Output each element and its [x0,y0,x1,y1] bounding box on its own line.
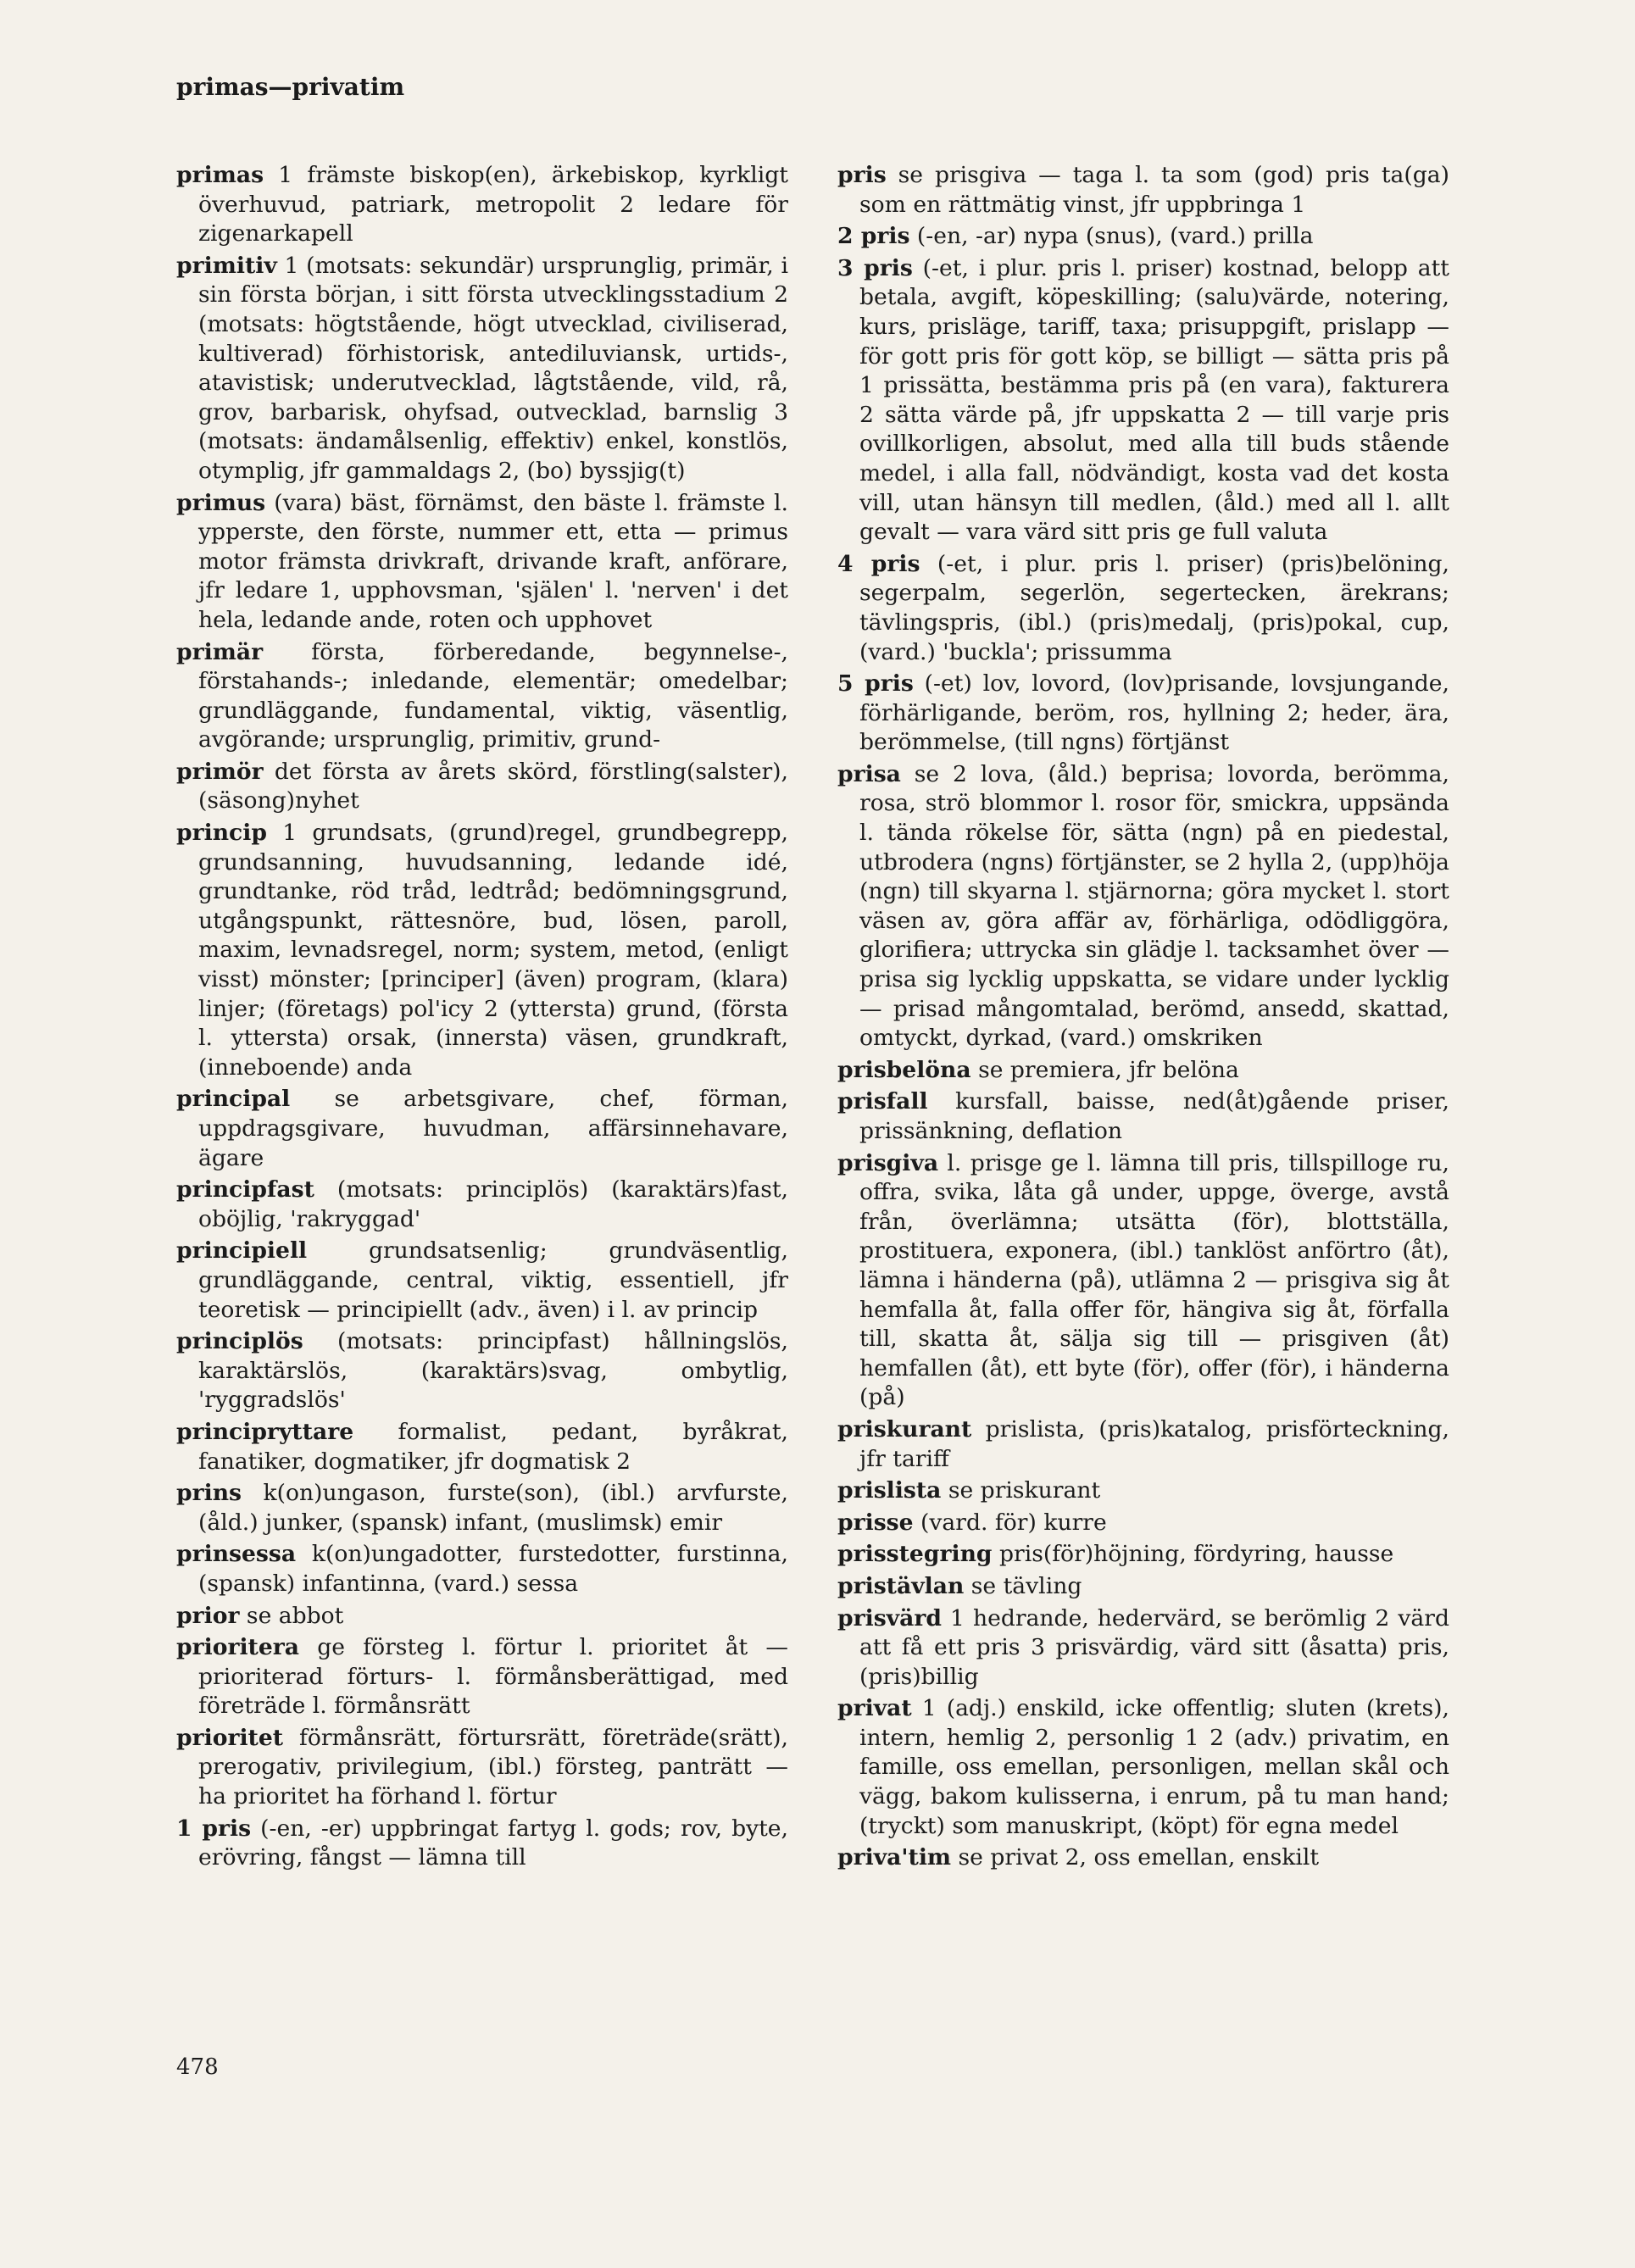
entry-headword: prior [176,1602,240,1629]
entry-definition: se premiera, jfr belöna [970,1056,1239,1083]
dictionary-entry [176,489,788,636]
dictionary-entry [176,1237,788,1325]
entry-definition: k(on)ungason, furste(son), (ibl.) arvfurste, (åld.) junker, (spansk) infant, (muslimsk) emir [198,1480,788,1536]
dictionary-entry [176,161,788,249]
dictionary-entry [837,1604,1449,1693]
entry-definition: ge försteg l. förtur l. prioritet åt — prioriterad förturs- l. förmånsberättigad, med företräde l. förmånsrätt [198,1634,788,1720]
entry-headword: pris [837,162,887,188]
dictionary-entry [176,1633,788,1721]
entry-definition: k(on)ungadotter, furstedotter, furstinna, (spansk) infantinna, (vard.) sessa [198,1541,788,1597]
dictionary-entry [837,760,1449,1053]
entry-headword: principfast [176,1176,314,1203]
entry-headword: prinsessa [176,1541,297,1568]
entry-headword: pristävlan [837,1572,965,1599]
right-column [837,161,1449,1876]
entry-definition: l. prisge ge l. lämna till pris, tillspilloge ru, offra, svika, låta gå under, uppge, överge, avstå från, överlämna; utsätta (för), blottställa, prostituera, exponera, (ibl.) tanklöst anförtro (åt), lämna i händerna (på), utlämna 2 — prisgiva sig åt hemfalla åt, falla offer för, hängiva sig åt, förfalla till, skatta åt, sälja sig till — prisgiven (åt) hemfallen (åt), ett byte (för), offer (för), i händerna (på) [859,1149,1449,1411]
entry-headword: prins [176,1480,242,1507]
entry-headword: prisse [837,1509,914,1536]
entry-headword: 5 pris [837,670,914,698]
entry-headword: primas [176,162,264,188]
dictionary-entry [837,1056,1449,1086]
entry-definition: (motsats: principfast) hållningslös, karaktärslös, (karaktärs)svag, ombytlig, 'ryggradslös' [198,1328,788,1414]
entry-definition: (-et, i plur. pris l. priser) kostnad, belopp att betala, avgift, köpeskilling; (salu)värde, notering, kurs, prisläge, tariff, taxa; prisuppgift, prislapp — för gott pris för gott köp, se billigt — sätta pris på 1 prissätta, bestämma pris på (en vara), fakturera 2 sätta värde på, jfr uppskatta 2 — till varje pris ovillkorligen, absolut, med alla till buds stående medel, i alla fall, nödvändigt, kosta vad det kosta vill, utan hänsyn till medlen, (åld.) med all l. allt gevalt — vara värd sitt pris ge full valuta [859,254,1449,546]
entry-headword: primär [176,638,264,665]
dictionary-entry [176,1418,788,1476]
entry-headword: 2 pris [837,223,910,250]
entry-headword: prioritera [176,1634,300,1661]
entry-headword: prisvärd [837,1604,942,1632]
entry-headword: prisfall [837,1088,928,1115]
dictionary-entry [176,1724,788,1812]
entry-headword: 3 pris [837,254,913,281]
dictionary-entry [837,254,1449,548]
page-number: 478 [176,2054,219,2080]
entry-definition: kursfall, baisse, ned(åt)gående priser, prissänkning, deflation [859,1088,1449,1144]
entry-definition: det första av årets skörd, förstling(salster), (säsong)nyhet [198,758,788,814]
left-column [176,161,788,1876]
dictionary-entry [176,1479,788,1537]
entry-definition: se privat 2, oss emellan, enskilt [951,1844,1320,1871]
entry-definition: (motsats: principlös) (karaktärs)fast, oböjlig, 'rakryggad' [198,1176,788,1232]
dictionary-entry [176,1176,788,1234]
dictionary-entry [176,252,788,486]
entry-headword: prioritet [176,1724,284,1751]
dictionary-entry [176,1327,788,1415]
entry-headword: principryttare [176,1418,354,1445]
entry-definition: (-et, i plur. pris l. priser) (pris)belöning, segerpalm, segerlön, segertecken, ärekrans; tävlingspris, (ibl.) (pris)medalj, (pris)pokal, cup, (vard.) 'buckla'; prissumma [859,550,1449,665]
dictionary-entry [176,1540,788,1598]
dictionary-entry [176,1815,788,1873]
dictionary-entry [176,758,788,816]
entry-headword: primör [176,758,264,785]
entry-definition: 1 (adj.) enskild, icke offentlig; sluten (krets), intern, hemlig 2, personlig 1 2 (adv.) privatim, en famille, oss emellan, personligen, mellan skål och vägg, bakom kulisserna, i enrum, på tu man hand; (tryckt) som manuskript, (köpt) för egna medel [859,1695,1449,1839]
entry-definition: (-et) lov, lovord, (lov)prisande, lovsjungande, förhärligande, beröm, ros, hyllning 2; heder, ära, berömmelse, (till ngns) förtjänst [859,670,1449,756]
dictionary-entry [837,1843,1449,1873]
dictionary-entry [837,1476,1449,1506]
entry-definition: se abbot [239,1602,344,1629]
dictionary-entry [837,1540,1449,1570]
running-head: primas—privatim [176,73,405,101]
entry-definition: (-en, -ar) nypa (snus), (vard.) prilla [909,223,1314,250]
dictionary-entry [837,1087,1449,1146]
entry-headword: 4 pris [837,550,920,577]
entry-headword: primus [176,489,266,516]
dictionary-entry [837,161,1449,220]
entry-definition: formalist, pedant, byråkrat, fanatiker, dogmatiker, jfr dogmatisk 2 [198,1418,788,1475]
entry-headword: prisa [837,760,901,787]
dictionary-entry [837,222,1449,252]
entry-headword: priva'tim [837,1844,952,1871]
entry-definition: 1 (motsats: sekundär) ursprunglig, primär, i sin första början, i sitt första utvecklingsstadium 2 (motsats: högtstående, högt utvecklad, civiliserad, kultiverad) förhistorisk, antediluviansk, urtids-, atavistisk; underutvecklad, lågtstående, vild, rå, grov, barbarisk, ohyfsad, outvecklad, barnslig 3 (motsats: ändamålsenlig, effektiv) enkel, konstlös, otymplig, jfr gammaldags 2, (bo) byssjig(t) [198,252,788,484]
entry-headword: principal [176,1086,291,1113]
entry-definition: pris(för)höjning, fördyring, hausse [992,1541,1394,1568]
dictionary-entry [176,1602,788,1632]
entry-headword: prisbelöna [837,1056,971,1083]
entry-definition: 1 grundsats, (grund)regel, grundbegrepp, grundsanning, huvudsanning, ledande idé, grundtanke, röd tråd, ledtråd; bedömningsgrund, utgångspunkt, rättesnöre, bud, lösen, paroll, maxim, levnadsregel, norm; system, metod, (enligt visst) mönster; [principer] (även) program, (klara) linjer; (företags) pol'icy 2 (yttersta) grund, (första l. yttersta) orsak, (innersta) väsen, grundkraft, (inneboende) anda [198,820,788,1081]
entry-headword: princip [176,820,267,847]
entry-definition: se prisgiva — taga l. ta som (god) pris ta(ga) som en rättmätig vinst, jfr uppbringa 1 [859,162,1449,218]
entry-definition: prislista, (pris)katalog, prisförteckning, jfr tariff [859,1415,1449,1472]
dictionary-entry [837,670,1449,758]
entry-headword: principlös [176,1328,303,1355]
dictionary-entry [837,550,1449,667]
dictionary-entry [176,1085,788,1173]
entry-definition: (vard. för) kurre [913,1509,1107,1536]
dictionary-entry [837,1149,1449,1413]
entry-definition: se priskurant [941,1477,1101,1504]
dictionary-entry [837,1509,1449,1538]
entry-definition: (vara) bäst, förnämst, den bäste l. främste l. ypperste, den förste, nummer ett, etta — primus motor främsta drivkraft, drivande kraft, anförare, jfr ledare 1, upphovsman, 'själen' l. 'nerven' i det hela, ledande ande, roten och upphovet [198,489,788,633]
dictionary-entry [176,819,788,1082]
dictionary-entry [176,638,788,755]
entry-definition: grundsatsenlig; grundväsentlig, grundläggande, central, viktig, essentiell, jfr teoretisk — principiellt (adv., även) i l. av princip [198,1237,788,1323]
dictionary-entry [837,1415,1449,1474]
entry-headword: prisstegring [837,1541,993,1568]
entry-headword: priskurant [837,1415,972,1443]
entry-definition: se tävling [964,1572,1082,1599]
entry-definition: 1 främste biskop(en), ärkebiskop, kyrkligt överhuvud, patriark, metropolit 2 ledare för zigenarkapell [198,162,788,247]
entry-headword: prislista [837,1477,942,1504]
entry-headword: principiell [176,1237,308,1265]
entry-headword: primitiv [176,252,277,279]
entry-definition: första, förberedande, begynnelse-, förstahands-; inledande, elementär; omedelbar; grundläggande, fundamental, viktig, väsentlig, avgörande; ursprunglig, primitiv, grund- [198,638,788,753]
entry-definition: förmånsrätt, förtursrätt, företräde(srätt), prerogativ, privilegium, (ibl.) försteg, panträtt — ha prioritet ha förhand l. förtur [198,1724,788,1810]
entry-headword: 1 pris [176,1815,252,1842]
entry-headword: privat [837,1695,912,1722]
entry-headword: prisgiva [837,1149,939,1176]
entry-definition: (-en, -er) uppbringat fartyg l. gods; rov, byte, erövring, fångst — lämna till [198,1815,789,1871]
entry-definition: 1 hedrande, hedervärd, se berömlig 2 värd att få ett pris 3 prisvärdig, värd sitt (åsatta) pris, (pris)billig [859,1604,1449,1690]
dictionary-entry [837,1572,1449,1602]
entry-definition: se arbetsgivare, chef, förman, uppdragsgivare, huvudman, affärsinnehavare, ägare [198,1086,788,1171]
dictionary-entry [837,1694,1449,1841]
entry-definition: se 2 lova, (åld.) beprisa; lovorda, berömma, rosa, strö blommor l. rosor för, smickra, uppsända l. tända rökelse för, sätta (ngn) på en piedestal, utbrodera (ngns) förtjänster, se 2 hylla 2, (upp)höja (ngn) till skyarna l. stjärnorna; göra mycket l. stort väsen av, göra affär av, förhärliga, odödliggöra, glorifiera; uttrycka sin glädje l. tacksamhet över — prisa sig lycklig uppskatta, se vidare under lycklig — prisad mångomtalad, berömd, ansedd, skattad, omtyckt, dyrkad, (vard.) omskriken [859,760,1449,1052]
